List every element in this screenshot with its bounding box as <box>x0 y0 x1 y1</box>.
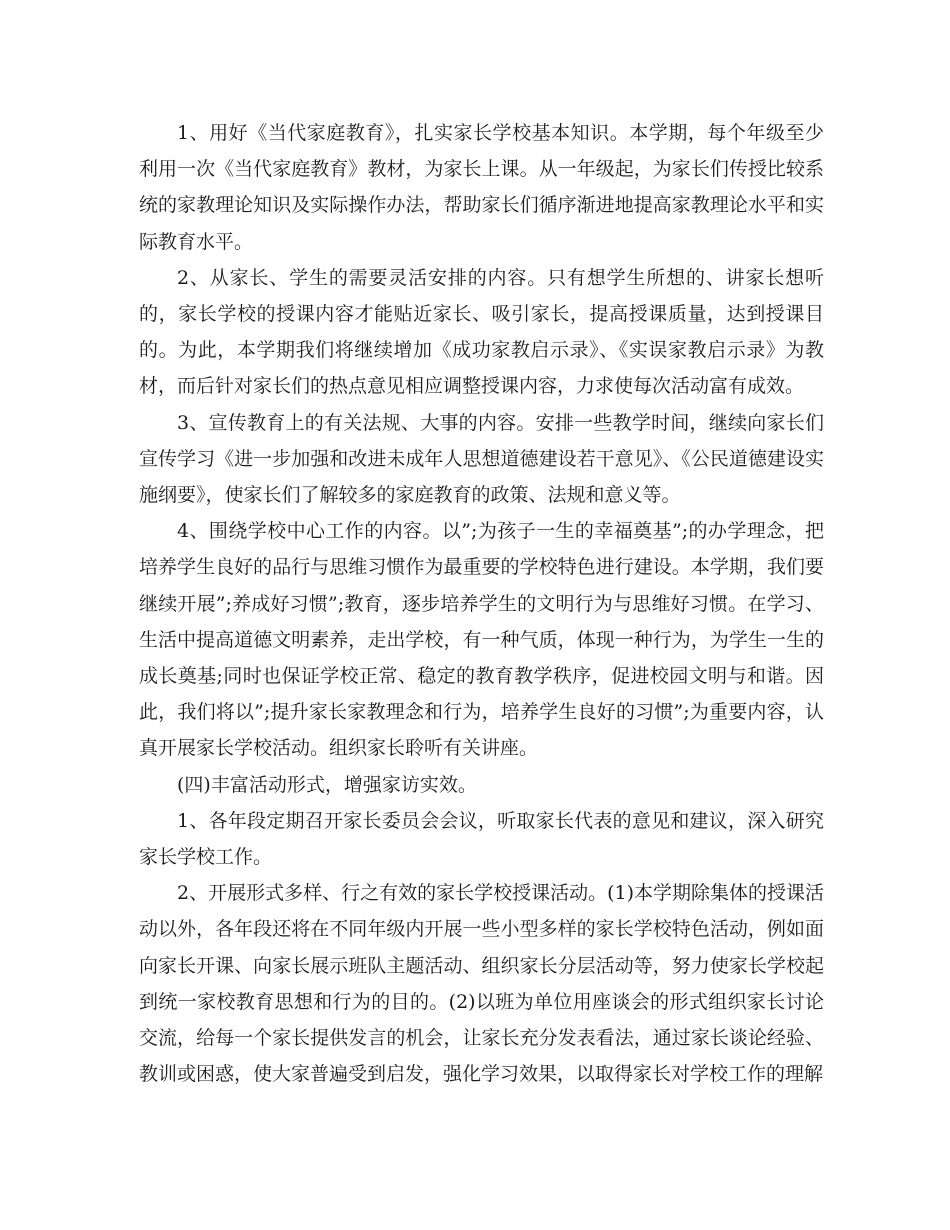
section-heading-activity-forms: (四)丰富活动形式，增强家访实效。 <box>177 773 477 796</box>
paragraph-school-center-work: 4、围绕学校中心工作的内容。以”;为孩子一生的幸福奠基”;的办学理念，把培养学生良好的品行与思维习惯作为最重要的学校特色进行建设。本学期，我们要继续开展”;养成好习惯”;教育，逐步培养学生的文明行为与思维好习惯。在学习、生活中提高道德文明素养，走出学校，有一种气质，体现一种行为，为学生一生的成长奠基;同时也保证学校正常、稳定的教育教学秩序，促进校园文明与和谐。因此，我们将以”;提升家长家教理念和行为，培养学生良好的习惯”;为重要内容，认真开展家长学校活动。组织家长聆听有关讲座。 <box>139 520 824 760</box>
paragraph-flexible-content: 2、从家长、学生的需要灵活安排的内容。只有想学生所想的、讲家长想听的，家长学校的授课内容才能贴近家长、吸引家长，提高授课质量，达到授课目的。为此，本学期我们将继续增加《成功家教启示录》、《实误家教启示录》为教材，而后针对家长们的热点意见相应调整授课内容，力求使每次活动富有成效。 <box>139 266 824 398</box>
paragraph-use-textbook: 1、用好《当代家庭教育》，扎实家长学校基本知识。本学期，每个年级至少利用一次《当代家庭教育》教材，为家长上课。从一年级起，为家长们传授比较系统的家教理论知识及实际操作办法，帮助家长们循序渐进地提高家教理论水平和实际教育水平。 <box>139 122 824 253</box>
document-body <box>139 115 824 1092</box>
paragraph-teaching-activities: 2、开展形式多样、行之有效的家长学校授课活动。(1)本学期除集体的授课活动以外，各年段还将在不同年级内开展一些小型多样的家长学校特色活动，例如面向家长开课、向家长展示班队主题活动、组织家长分层活动等，努力使家长学校起到统一家校教育思想和行为的目的。(2)以班为单位用座谈会的形式组织家长讨论交流，给每一个家长提供发言的机会，让家长充分发表看法，通过家长谈论经验、教训或困惑，使大家普遍受到启发，强化学习效果，以取得家长对学校工作的理解 <box>139 882 825 1086</box>
paragraph-laws-education: 3、宣传教育上的有关法规、大事的内容。安排一些教学时间，继续向家长们宣传学习《进一步加强和改进未成年人思想道德建设若干意见》、《公民道德建设实施纲要》，使家长们了解较多的家庭教育的政策、法规和意义等。 <box>139 411 824 507</box>
paragraph-parent-committee: 1、各年段定期召开家长委员会会议，听取家长代表的意见和建议，深入研究家长学校工作。 <box>139 809 824 869</box>
